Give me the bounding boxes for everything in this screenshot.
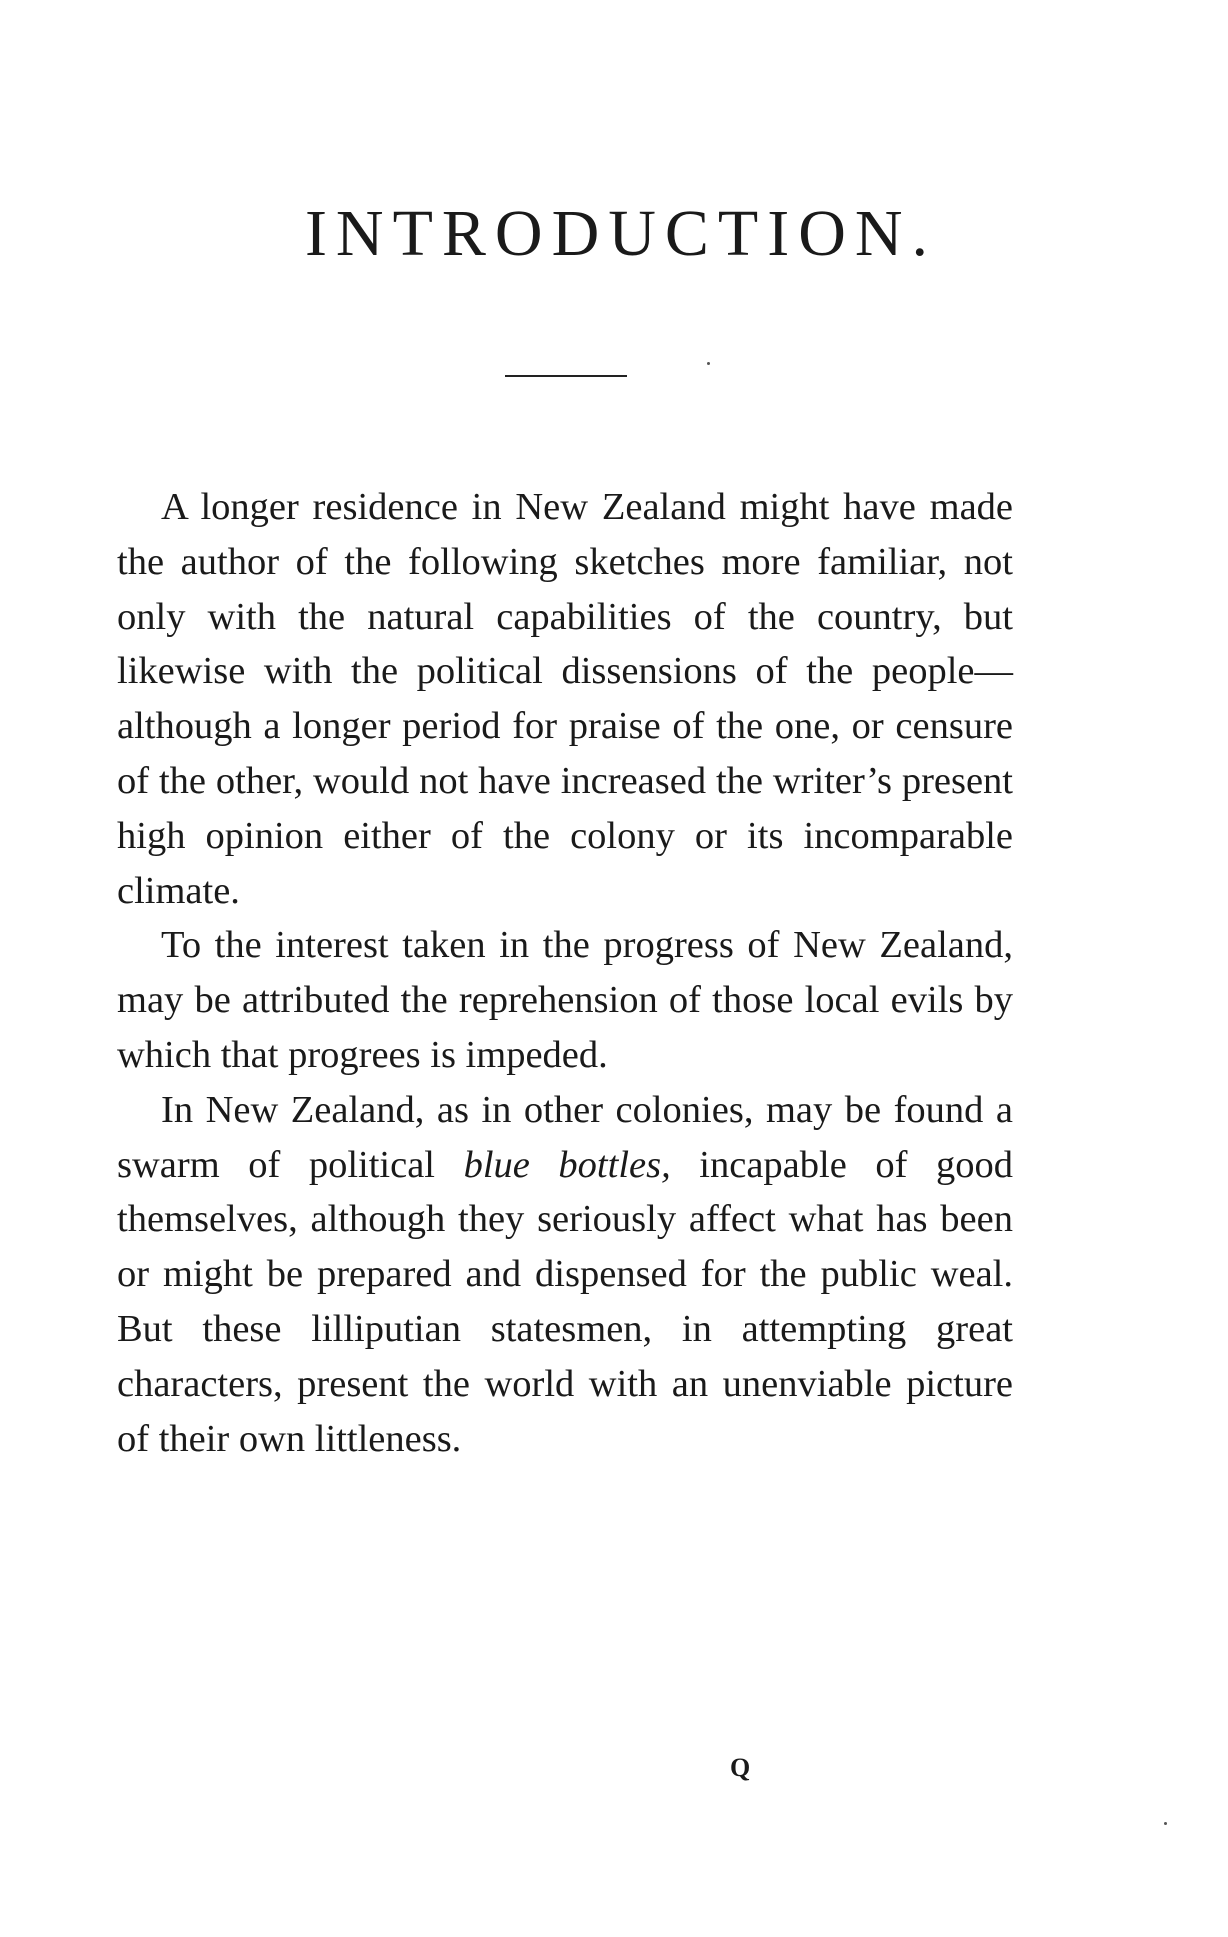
page-title: INTRODUCTION.: [304, 197, 938, 270]
paragraph-1-text: A longer residence in New Zealand might have made the author of the following sketches more familiar, not only with the natural capabilities of the country, but likewise with the political dissensions of the people—although a longer period for praise of the one, or censure of the other, would not have increased the writer’s present high opinion either of the colony or its incomparable climate.: [117, 486, 1013, 912]
print-speck: [707, 362, 710, 365]
paragraph-1: [117, 480, 1013, 918]
printer-signature-mark: Q: [730, 1753, 751, 1782]
paragraph-3-text-a: In New Zealand, as in other colonies, may be found a swarm of political: [117, 1088, 1013, 1186]
paragraph-3: [117, 1083, 1013, 1467]
paragraph-2: [117, 918, 1013, 1082]
paragraph-3-italic-text: blue bottles,: [463, 1143, 671, 1186]
title-divider: [505, 375, 627, 377]
print-speck: [1164, 1822, 1167, 1825]
body-text: [117, 480, 1013, 1466]
paragraph-3-text-b: incapable of good themselves, although they seriously affect what has been or might be prepared and dispensed for the public weal. But these lilliputian statesmen, in attempting great characters, present the world with an unenviable picture of their own littleness.: [117, 1143, 1013, 1460]
paragraph-2-text: To the interest taken in the progress of New Zealand, may be attributed the reprehension of those local evils by which that progrees is impeded.: [117, 924, 1013, 1076]
